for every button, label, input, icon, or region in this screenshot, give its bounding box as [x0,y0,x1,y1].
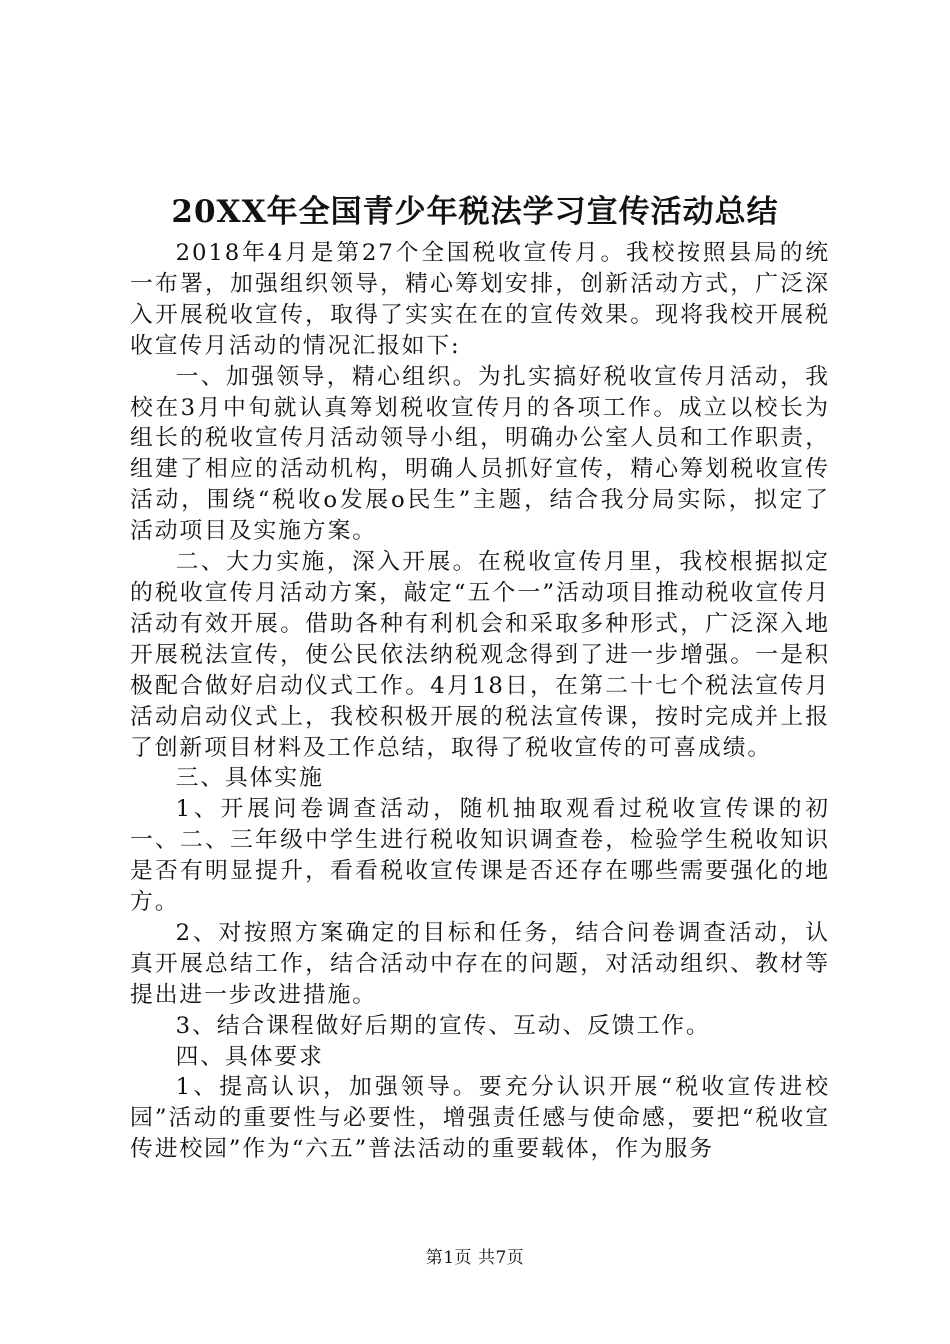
paragraph-section-1: 一、加强领导，精心组织。为扎实搞好税收宣传月活动，我校在3月中旬就认真筹划税收宣传月的各项工作。成立以校长为组长的税收宣传月活动领导小组，明确办公室人员和工作职责，组建了相应的活动机构，明确人员抓好宣传，精心筹划税收宣传活动，围绕“税收o发展o民生”主题，结合我分局实际，拟定了活动项目及实施方案。 [130,363,830,545]
page-number-footer: 第1页 共7页 [425,1248,525,1268]
document-body [130,238,830,1165]
paragraph-section-2: 二、大力实施，深入开展。在税收宣传月里，我校根据拟定的税收宣传月活动方案，敲定“五个一”活动项目推动税收宣传月活动有效开展。借助各种有利机会和采取多种形式，广泛深入地开展税法宣传，使公民依法纳税观念得到了进一步增强。一是积极配合做好启动仪式工作。4月18日，在第二十七个税法宣传月活动启动仪式上，我校积极开展的税法宣传课，按时完成并上报了创新项目材料及工作总结，取得了税收宣传的可喜成绩。 [130,549,830,761]
paragraph-item-3-1: 1、开展问卷调查活动，随机抽取观看过税收宣传课的初一、二、三年级中学生进行税收知识调查卷，检验学生税收知识是否有明显提升，看看税收宣传课是否还存在哪些需要强化的地方。 [130,796,830,916]
paragraph-item-4-1: 1、提高认识，加强领导。要充分认识开展“税收宣传进校园”活动的重要性与必要性，增强责任感与使命感，要把“税收宣传进校园”作为“六五”普法活动的重要载体，作为服务 [130,1074,830,1163]
heading-section-3: 三、具体实施 [175,765,324,792]
paragraph-intro: 2018年4月是第27个全国税收宣传月。我校按照县局的统一布署，加强组织领导，精心筹划安排，创新活动方式，广泛深入开展税收宣传，取得了实实在在的宣传效果。现将我校开展税收宣传月活动的情况汇报如下: [130,240,830,359]
document-title: 20XX年全国青少年税法学习宣传活动总结 [171,194,779,230]
heading-section-4: 四、具体要求 [175,1043,324,1070]
paragraph-item-3-3: 3、结合课程做好后期的宣传、互动、反馈工作。 [175,1012,711,1039]
paragraph-item-3-2: 2、对按照方案确定的目标和任务，结合问卷调查活动，认真开展总结工作，结合活动中存在的问题，对活动组织、教材等提出进一步改进措施。 [130,919,830,1008]
